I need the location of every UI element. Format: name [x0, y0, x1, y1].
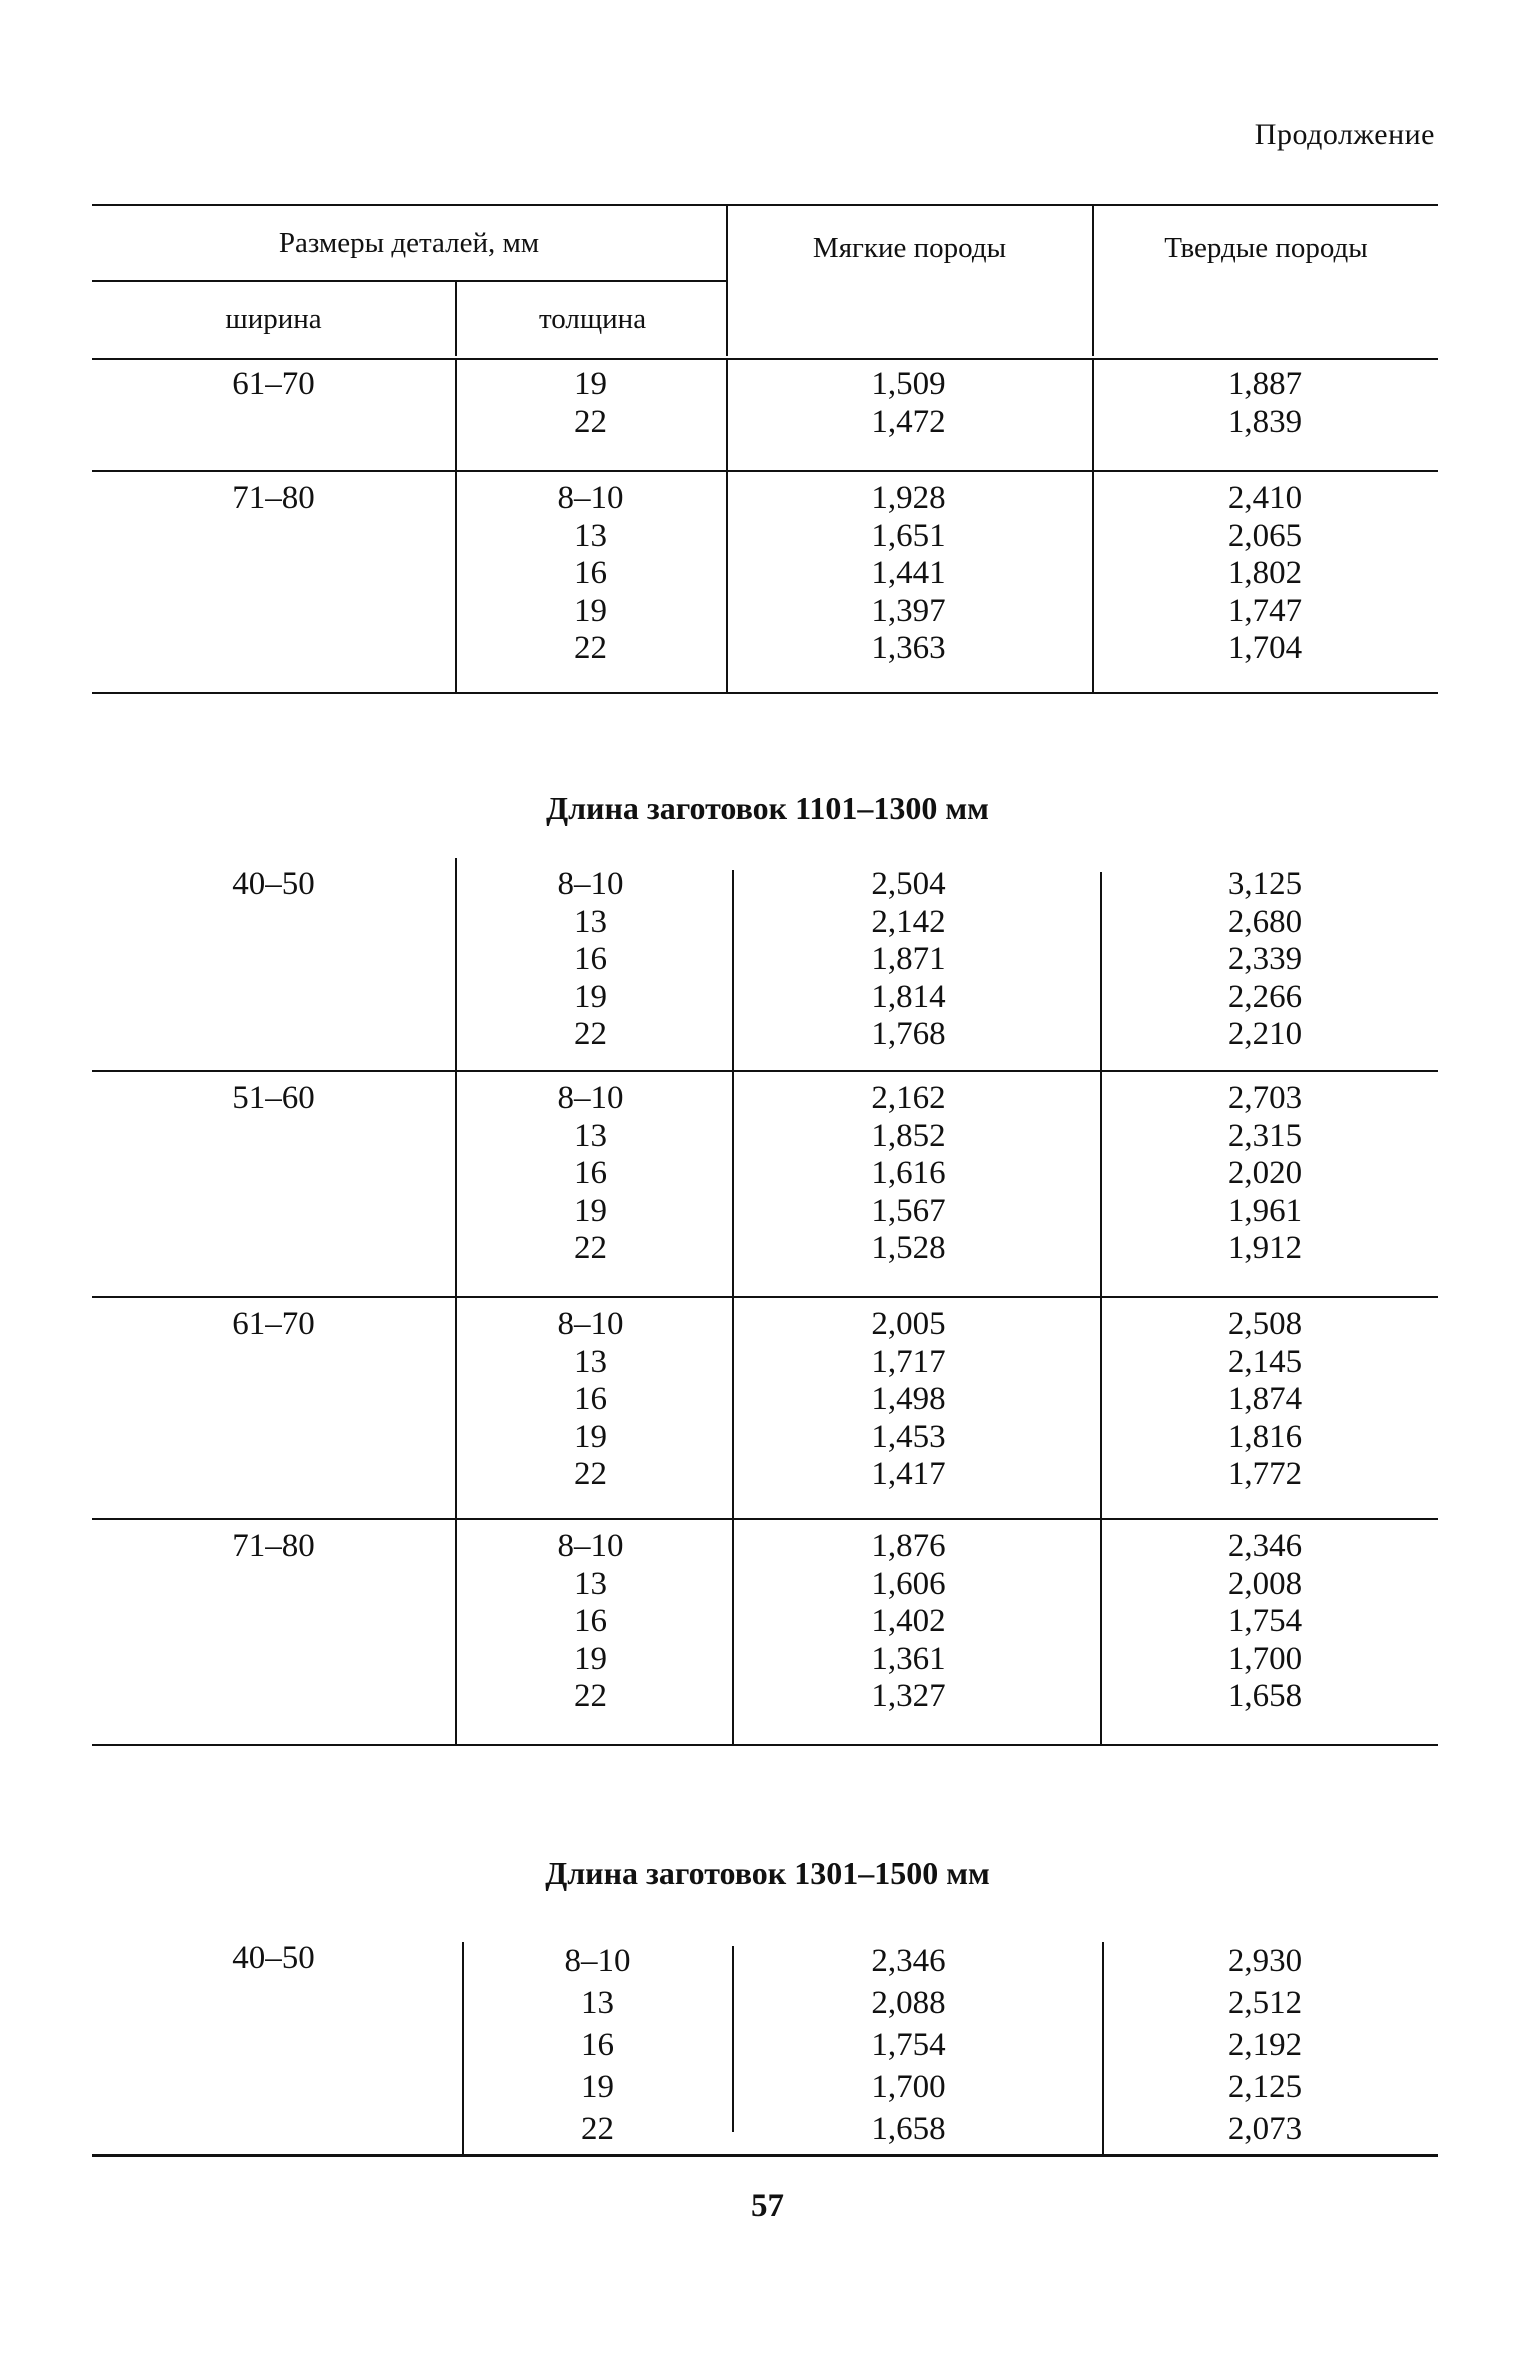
table-cell: 19 [574, 366, 607, 402]
table-cell: 22 [574, 1456, 607, 1492]
table-cell: 22 [581, 2111, 614, 2147]
table-cell: 1,616 [871, 1155, 946, 1191]
table-cell: 1,704 [1227, 630, 1303, 666]
table-cell: 2,008 [1227, 1565, 1303, 1602]
table-cell: 16 [574, 1603, 607, 1639]
table-cell: 2,073 [1227, 2111, 1303, 2147]
section-title: Длина заготовок 1301–1500 мм [545, 1855, 990, 1891]
table-cell: 19 [574, 1640, 607, 1677]
table-cell: 13 [574, 903, 607, 940]
thickness-column [455, 480, 726, 668]
table-cell: 2,346 [871, 1943, 946, 1979]
table-cell: 2,065 [1227, 517, 1303, 554]
table-header [92, 204, 1438, 360]
header-width: ширина [225, 302, 322, 335]
table-cell: 13 [574, 1117, 607, 1154]
table-cell: 1,928 [871, 480, 946, 516]
table-cell: 8–10 [557, 866, 624, 902]
table-cell: 1,816 [1227, 1418, 1303, 1455]
table-cell: 16 [574, 555, 607, 591]
header-sizes: Размеры деталей, мм [92, 206, 726, 282]
table-cell: 2,005 [871, 1306, 946, 1342]
thickness-column [462, 1940, 733, 2150]
table-cell: 1,651 [871, 517, 946, 554]
table-group [92, 1932, 1438, 2157]
thickness-column [455, 866, 726, 1054]
soft-wood-column [726, 1306, 1091, 1494]
table-cell: 8–10 [557, 480, 624, 516]
group-width: 61–70 [232, 1306, 315, 1342]
table-cell: 1,417 [871, 1456, 946, 1492]
table-cell: 2,020 [1227, 1155, 1303, 1191]
table-cell: 16 [574, 1155, 607, 1191]
hard-wood-column [1092, 1528, 1438, 1716]
table-cell: 16 [574, 941, 607, 977]
table-cell: 3,125 [1227, 866, 1303, 902]
table-cell: 2,315 [1227, 1117, 1303, 1154]
group-width: 51–60 [232, 1080, 315, 1116]
table-cell: 22 [574, 1230, 607, 1266]
table-cell: 22 [574, 1016, 607, 1052]
table-cell: 2,145 [1227, 1343, 1303, 1380]
thickness-column [455, 1080, 726, 1268]
table-cell: 2,088 [871, 1985, 946, 2021]
table-cell: 1,772 [1227, 1456, 1303, 1492]
table-cell: 2,142 [871, 903, 946, 940]
table-cell: 13 [574, 1565, 607, 1602]
table-cell: 2,703 [1227, 1080, 1303, 1116]
group-width: 71–80 [232, 480, 315, 516]
table-cell: 1,754 [1227, 1603, 1303, 1639]
table-cell: 1,839 [1227, 403, 1303, 440]
group-width: 40–50 [232, 866, 315, 902]
table-cell: 1,876 [871, 1528, 946, 1564]
table-cell: 2,346 [1227, 1528, 1303, 1564]
thickness-column [455, 366, 726, 441]
header-soft-wood: Мягкие породы [726, 206, 1091, 356]
table-cell: 1,509 [871, 366, 946, 402]
soft-wood-column [726, 480, 1091, 668]
table-cell: 1,768 [871, 1016, 946, 1052]
table-cell: 1,327 [871, 1678, 946, 1714]
soft-wood-column [726, 866, 1091, 1054]
thickness-column [455, 1306, 726, 1494]
soft-wood-column [726, 1080, 1091, 1268]
table-cell: 1,700 [1227, 1640, 1303, 1677]
table-cell: 1,874 [1227, 1381, 1303, 1417]
table-cell: 1,747 [1227, 592, 1303, 629]
table-cell: 2,266 [1227, 978, 1303, 1015]
hard-wood-column [1092, 1306, 1438, 1494]
table-cell: 22 [574, 1678, 607, 1714]
table-cell: 2,508 [1227, 1306, 1303, 1342]
table-group [92, 1298, 1438, 1520]
table-cell: 1,567 [871, 1192, 946, 1229]
table-group [92, 1520, 1438, 1746]
soft-wood-column [726, 366, 1091, 441]
table-cell: 1,528 [871, 1230, 946, 1266]
header-thickness: толщина [455, 282, 728, 356]
group-width: 40–50 [232, 1940, 315, 1976]
table-cell: 2,192 [1227, 2027, 1303, 2063]
table-cell: 22 [574, 630, 607, 666]
table-cell: 1,441 [871, 555, 946, 591]
table-cell: 13 [574, 517, 607, 554]
table-cell: 1,472 [871, 403, 946, 440]
table-cell: 1,717 [871, 1343, 946, 1380]
group-width: 71–80 [232, 1528, 315, 1564]
hard-wood-column [1092, 480, 1438, 668]
table-cell: 2,125 [1227, 2069, 1303, 2105]
table-cell: 1,814 [871, 978, 946, 1015]
table-cell: 1,363 [871, 630, 946, 666]
group-width: 61–70 [232, 366, 315, 402]
table-cell: 1,658 [871, 2111, 946, 2147]
table-cell: 2,210 [1227, 1016, 1303, 1052]
section-title: Длина заготовок 1101–1300 мм [546, 790, 989, 826]
table-cell: 2,410 [1227, 480, 1303, 516]
table-cell: 16 [581, 2027, 614, 2063]
page-number: 57 [751, 2188, 784, 2224]
table-group [92, 358, 1438, 472]
table-cell: 1,754 [871, 2027, 946, 2063]
table-cell: 1,402 [871, 1603, 946, 1639]
table-cell: 1,852 [871, 1117, 946, 1154]
table-cell: 2,339 [1227, 941, 1303, 977]
table-cell: 19 [581, 2069, 614, 2105]
table-cell: 2,930 [1227, 1943, 1303, 1979]
table-cell: 8–10 [557, 1306, 624, 1342]
table-cell: 8–10 [564, 1943, 631, 1979]
table-cell: 1,658 [1227, 1678, 1303, 1714]
table-cell: 16 [574, 1381, 607, 1417]
thickness-column [455, 1528, 726, 1716]
table-cell: 19 [574, 1192, 607, 1229]
table-cell: 1,887 [1227, 366, 1303, 402]
table-cell: 1,361 [871, 1640, 946, 1677]
table-cell: 13 [581, 1985, 614, 2021]
table-cell: 1,498 [871, 1381, 946, 1417]
continuation-label: Продолжение [1254, 118, 1435, 151]
table-cell: 19 [574, 978, 607, 1015]
table-cell: 1,961 [1227, 1192, 1303, 1229]
hard-wood-column [1092, 366, 1438, 441]
table-cell: 2,680 [1227, 903, 1303, 940]
hard-wood-column [1092, 866, 1438, 1054]
table-cell: 1,802 [1227, 555, 1303, 591]
table-cell: 2,162 [871, 1080, 946, 1116]
table-cell: 1,397 [871, 592, 946, 629]
table-cell: 1,453 [871, 1418, 946, 1455]
table-cell: 13 [574, 1343, 607, 1380]
table-group [92, 472, 1438, 694]
soft-wood-column [726, 1528, 1091, 1716]
soft-wood-column [726, 1940, 1091, 2150]
table-cell: 1,700 [871, 2069, 946, 2105]
table-cell: 22 [574, 403, 607, 440]
table-group [92, 1072, 1438, 1298]
table-cell: 8–10 [557, 1528, 624, 1564]
table-cell: 2,504 [871, 866, 946, 902]
table-cell: 19 [574, 1418, 607, 1455]
table-cell: 19 [574, 592, 607, 629]
table-cell: 1,606 [871, 1565, 946, 1602]
table-cell: 8–10 [557, 1080, 624, 1116]
table-cell: 1,912 [1227, 1230, 1303, 1266]
table-cell: 2,512 [1227, 1985, 1303, 2021]
hard-wood-column [1092, 1080, 1438, 1268]
table-group [92, 858, 1438, 1072]
header-hard-wood: Твердые породы [1092, 206, 1438, 356]
table-cell: 1,871 [871, 941, 946, 977]
hard-wood-column [1092, 1940, 1438, 2150]
